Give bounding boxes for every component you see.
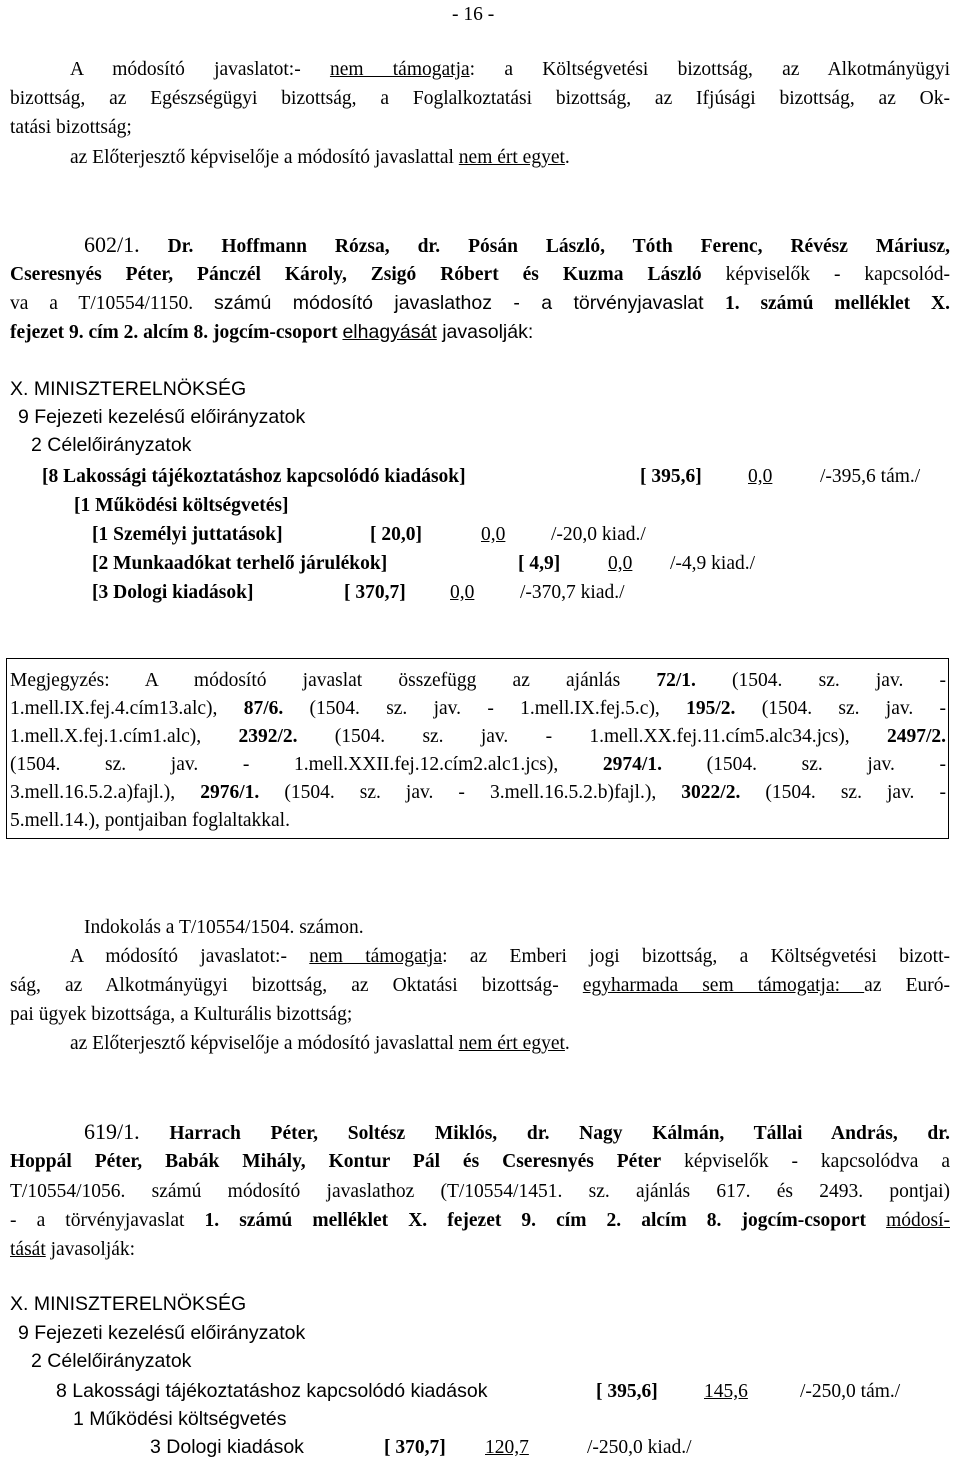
action-label: módosí-: [886, 1210, 950, 1231]
status-text: : a Költségvetési bizottság, az Alkotmányügyi: [469, 59, 950, 80]
page-number: - 16 -: [452, 4, 495, 25]
budget-difference: /-250,0 tám./: [800, 1381, 901, 1402]
note-text: Megjegyzés: A módosító javaslat összefügg az ajánlás: [10, 670, 657, 691]
note-text: 3.mell.16.5.2.a)fajl.),: [10, 782, 201, 803]
note-reference: 87/6.: [243, 698, 284, 719]
author-names: Hoppál Péter, Babák Mihály, Kontur Pál és Cseresnyés Péter: [10, 1151, 662, 1172]
status-text: .: [564, 147, 570, 168]
amendment-line: [10, 260, 950, 289]
chapter-title: 9 Fejezeti kezelésű előirányzatok: [18, 406, 306, 428]
budget-new-value: 145,6: [704, 1381, 748, 1402]
budget-new-value: 120,7: [485, 1437, 529, 1458]
budget-line-label: 8 Lakossági tájékoztatáshoz kapcsolódó kiadások: [56, 1380, 488, 1402]
note-text: (1504. sz. jav. - 3.mell.16.5.2.b)fajl.),: [259, 782, 682, 803]
note-line: 5.mell.14.), pontjaiban foglaltakkal.: [10, 810, 290, 831]
ministry-title: X. MINISZTERELNÖKSÉG: [10, 1293, 247, 1315]
budget-difference: /-250,0 kiad./: [587, 1437, 692, 1458]
justification-line: Indokolás a T/10554/1504. számon.: [84, 917, 364, 938]
status-line: [70, 55, 950, 84]
ministry-title: X. MINISZTERELNÖKSÉG: [10, 378, 247, 400]
note-text: (1504. sz. jav. - 1.mell.XX.fej.11.cím5.alc34.jcs),: [297, 726, 887, 747]
budget-old-value: [ 370,7]: [384, 1437, 446, 1458]
budget-line-label: [3 Dologi kiadások]: [92, 582, 254, 603]
budget-difference: /-20,0 kiad./: [551, 524, 646, 545]
amendment-text: javasolják:: [45, 1239, 136, 1260]
note-text: 1.mell.IX.fej.4.cím13.alc),: [10, 698, 244, 719]
budget-difference: /-370,7 kiad./: [520, 582, 625, 603]
status-line: [70, 942, 950, 971]
amendment-line: [10, 1206, 950, 1235]
disagree-label: nem ért egyet: [458, 1033, 565, 1054]
amendment-text: képviselők - kapcsolódva a: [661, 1151, 951, 1172]
author-names: Cseresnyés Péter, Pánczél Károly, Zsigó Róbert és Kuzma László: [10, 264, 702, 285]
budget-new-value: 0,0: [450, 582, 475, 603]
amendment-heading: [84, 230, 950, 261]
amendment-line: [10, 1147, 950, 1176]
budget-difference: /-4,9 kiad./: [670, 553, 756, 574]
budget-new-value: 0,0: [481, 524, 506, 545]
disagree-label: nem ért egyet: [458, 147, 565, 168]
status-line: bizottság, az Egészségügyi bizottság, a Foglalkoztatási bizottság, az Ifjúsági bizottság, az Ok-: [10, 88, 950, 109]
space: [866, 1210, 886, 1231]
budget-line-label: [1 Működési költségvetés]: [74, 495, 289, 516]
budget-old-value: [ 395,6]: [640, 466, 702, 487]
target-reference: 1. számú melléklet X.: [724, 293, 950, 314]
note-line: [10, 722, 946, 751]
status-line: [70, 143, 570, 172]
amendment-line: [10, 318, 533, 347]
amendment-text: va a T/10554/1150.: [10, 293, 214, 314]
status-line: pai ügyek bizottsága, a Kulturális bizottság;: [10, 1004, 353, 1025]
status-text: az Előterjesztő képviselője a módosító javaslattal: [70, 1033, 459, 1054]
amendment-number: 619/1.: [84, 1119, 140, 1144]
note-reference: 2392/2.: [238, 726, 298, 747]
note-text: (1504. sz. jav. -: [735, 698, 946, 719]
budget-new-value: 0,0: [608, 553, 633, 574]
action-label: tását: [10, 1239, 46, 1260]
target-reference: 1. számú melléklet X. fejezet 9. cím 2. alcím 8. jogcím-csoport: [204, 1210, 866, 1231]
action-label: elhagyását: [342, 321, 437, 343]
budget-line-label: [2 Munkaadókat terhelő járulékok]: [92, 553, 388, 574]
amendment-heading: [84, 1117, 950, 1148]
status-line: [10, 971, 950, 1000]
note-text: (1504. sz. jav. - 1.mell.IX.fej.5.c),: [283, 698, 687, 719]
budget-line-label: [1 Személyi juttatások]: [92, 524, 283, 545]
note-text: (1504. sz. jav. - 1.mell.XXII.fej.12.cím2.alc1.jcs),: [10, 754, 603, 775]
budget-old-value: [ 20,0]: [370, 524, 422, 545]
budget-old-value: [ 4,9]: [518, 553, 561, 574]
note-reference: 2497/2.: [886, 726, 946, 747]
author-names: Harrach Péter, Soltész Miklós, dr. Nagy Kálmán, Tállai András, dr.: [169, 1123, 951, 1144]
target-appropriations-title: 2 Célelőirányzatok: [31, 1350, 192, 1372]
amendment-number: 602/1.: [84, 232, 140, 257]
budget-old-value: [ 395,6]: [596, 1381, 658, 1402]
note-text: (1504. sz. jav. -: [695, 670, 946, 691]
note-reference: 72/1.: [656, 670, 696, 691]
amendment-text: javasolják:: [436, 321, 534, 343]
note-reference: 2976/1.: [200, 782, 260, 803]
budget-difference: /-395,6 tám./: [820, 466, 921, 487]
note-reference: 2974/1.: [602, 754, 662, 775]
budget-line-label: [8 Lakossági tájékoztatáshoz kapcsolódó kiadások]: [42, 466, 466, 487]
author-names: Pósán László, Tóth Ferenc, Révész Máriusz,: [468, 236, 951, 257]
budget-old-value: [ 370,7]: [344, 582, 406, 603]
amendment-line: [10, 1235, 135, 1264]
budget-line-label: 3 Dologi kiadások: [150, 1436, 304, 1458]
status-text: A módosító javaslatot:-: [70, 946, 310, 967]
note-line: [10, 750, 946, 779]
target-appropriations-title: 2 Célelőirányzatok: [31, 434, 192, 456]
target-reference: fejezet 9. cím 2. alcím 8. jogcím-csoport: [10, 322, 338, 343]
note-text: (1504. sz. jav. -: [740, 782, 946, 803]
status-line: tatási bizottság;: [10, 117, 132, 138]
amendment-line: T/10554/1056. számú módosító javaslathoz (T/10554/1451. sz. ajánlás 617. és 2493. pontjai): [10, 1181, 950, 1202]
note-reference: 3022/2.: [681, 782, 741, 803]
not-supported-label: egyharmada sem támogatja:: [582, 975, 865, 996]
status-text: az Előterjesztő képviselője a módosító javaslattal: [70, 147, 459, 168]
budget-new-value: 0,0: [748, 466, 773, 487]
status-text: : az Emberi jogi bizottság, a Költségvetési bizott-: [442, 946, 950, 967]
amendment-text: számú módosító javaslathoz - a törvényjavaslat: [213, 292, 725, 314]
chapter-title: 9 Fejezeti kezelésű előirányzatok: [18, 1322, 306, 1344]
status-text: .: [564, 1033, 570, 1054]
note-line: [10, 666, 946, 695]
status-text: A módosító javaslatot:-: [70, 59, 330, 80]
amendment-text: - a törvényjavaslat: [10, 1210, 205, 1231]
author-names: Dr. Hoffmann Rózsa, dr.: [167, 236, 469, 257]
note-line: [10, 778, 946, 807]
status-line: [70, 1029, 570, 1058]
not-supported-label: nem támogatja: [309, 946, 443, 967]
not-supported-label: nem támogatja: [329, 59, 470, 80]
note-reference: 195/2.: [686, 698, 736, 719]
note-text: 1.mell.X.fej.1.cím1.alc),: [10, 726, 239, 747]
amendment-line: [10, 289, 950, 318]
note-line: [10, 694, 946, 723]
status-text: az Euró-: [864, 975, 950, 996]
note-text: (1504. sz. jav. -: [661, 754, 946, 775]
amendment-text: képviselők - kapcsolód-: [701, 264, 950, 285]
status-text: ság, az Alkotmányügyi bizottság, az Oktatási bizottság-: [10, 975, 583, 996]
budget-line-label: 1 Működési költségvetés: [73, 1408, 287, 1430]
